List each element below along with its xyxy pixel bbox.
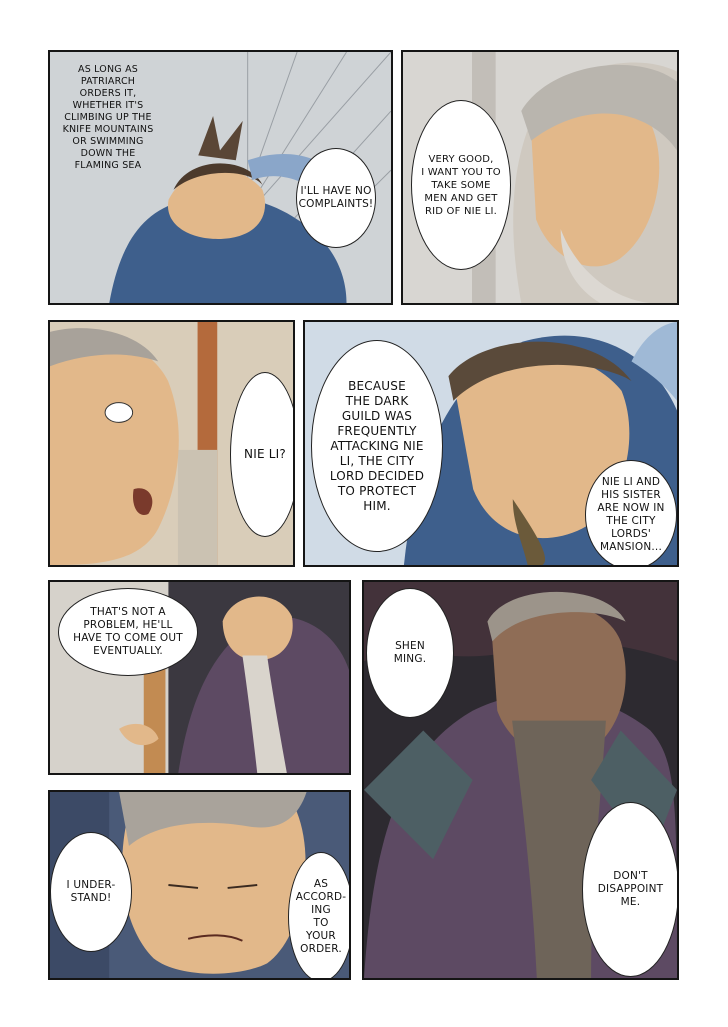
panel-4 <box>303 320 679 567</box>
speech-bubble <box>585 460 677 567</box>
speech-bubble <box>230 372 295 537</box>
speech-bubble <box>366 588 454 718</box>
speech-bubble <box>411 100 511 270</box>
speech-bubble <box>582 802 679 977</box>
speech-bubble <box>311 340 443 552</box>
panel-5 <box>48 580 351 775</box>
panel-1 <box>48 50 393 305</box>
panel-7 <box>48 790 351 980</box>
speech-text: NIE LI AND HIS SISTER ARE NOW IN THE CITY LORDS' MANSION... <box>597 476 665 553</box>
speech-bubble <box>296 148 376 248</box>
speech-text: THAT'S NOT A PROBLEM, HE'LL HAVE TO COME OUT EVENTUALLY. <box>73 606 183 657</box>
speech-text: NIE LI? <box>244 447 286 461</box>
narration-text: AS LONG AS PATRIARCH ORDERS IT, WHETHER IT'S CLIMBING UP THE KNIFE MOUNTAINS OR SWIMMING DOWN THE FLAMING SEA <box>62 64 154 171</box>
panel-3 <box>48 320 295 567</box>
speech-text: I'LL HAVE NO COMPLAINTS! <box>298 185 374 210</box>
speech-text: VERY GOOD, I WANT YOU TO TAKE SOME MEN AND GET RID OF NIE LI. <box>421 153 501 217</box>
speech-text: DON'T DISAPPOINT ME. <box>597 870 664 908</box>
speech-text: I UNDER- STAND! <box>66 879 116 904</box>
speech-bubble <box>50 832 132 952</box>
narration-caption <box>58 58 158 178</box>
speech-text: BECAUSE THE DARK GUILD WAS FREQUENTLY ATTACKING NIE LI, THE CITY LORD DECIDED TO PROTECT HIM. <box>329 378 425 513</box>
panel-2 <box>401 50 679 305</box>
speech-bubble <box>58 588 198 676</box>
speech-bubble <box>288 852 351 980</box>
speech-text: SHEN MING. <box>393 640 427 665</box>
speech-text: AS ACCORD- ING TO YOUR ORDER. <box>295 878 347 955</box>
panel-6 <box>362 580 679 980</box>
